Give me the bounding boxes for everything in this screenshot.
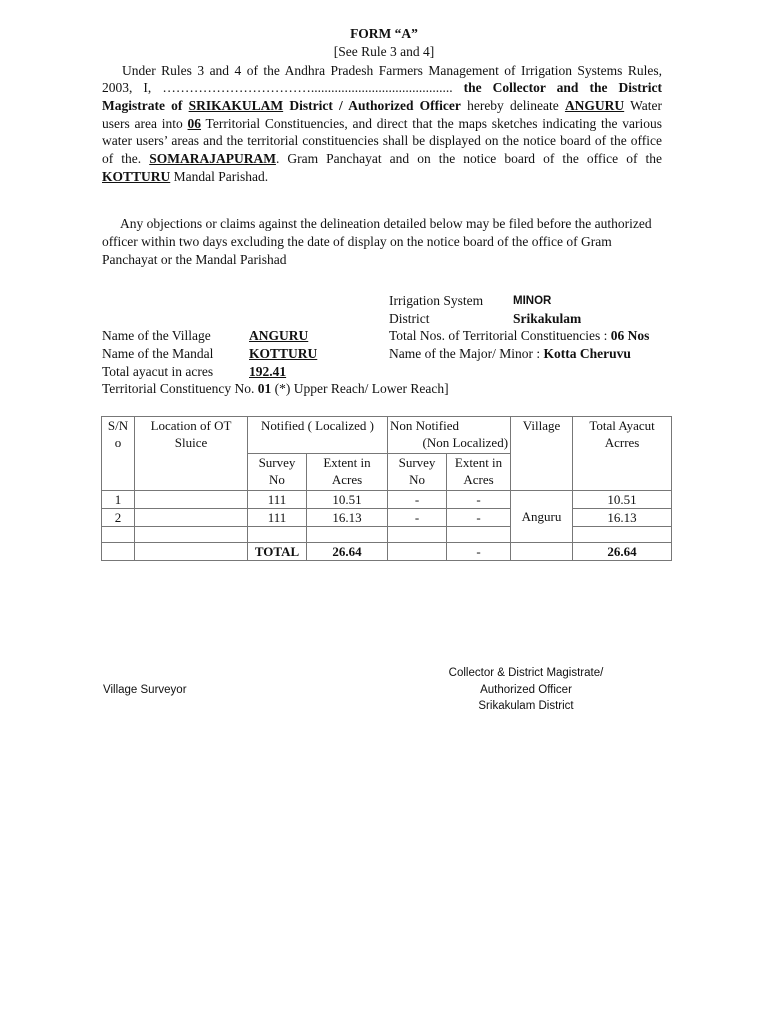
subheader-survey: Survey No: [248, 454, 307, 491]
ayacut-value: 192.41: [249, 364, 287, 379]
header-non-notified-line-1: Non Notified: [390, 418, 459, 433]
intro-line-5: water users’ areas and the territorial constituencies shall be displayed on the notice board of the office: [102, 133, 662, 148]
row-total: 10.51: [573, 491, 672, 509]
collector-signature-line-2: Authorized Officer: [480, 684, 572, 696]
mandal-parishad-text: Mandal Parishad.: [173, 169, 269, 184]
ot-sluice-table: [101, 416, 672, 561]
gram-panchayat-text: . Gram Panchayat and on the notice board of the office of the: [275, 151, 662, 166]
header-non-notified: [388, 417, 511, 454]
collector-name-blank: 2003, I, ……………………………..........................................: [102, 80, 453, 95]
subheader-nn-extent: Extent in Acres: [447, 454, 511, 491]
village-value: ANGURU: [249, 328, 309, 343]
intro-line-7: [102, 169, 662, 187]
table-header-row: [102, 417, 672, 454]
district-label: District: [389, 311, 430, 326]
users-area-text: users area into: [102, 116, 183, 131]
tc-number-label: Territorial Constituency No.: [102, 381, 255, 396]
row-nn-extent: -: [447, 491, 511, 509]
intro-line-1: Under Rules 3 and 4 of the Andhra Pradesh Farmers Management of Irrigation Systems Rules,: [122, 63, 662, 78]
intro-line-6: [102, 151, 662, 169]
row-location: [135, 509, 248, 527]
tc-number-value: 01: [257, 381, 272, 396]
total-label: TOTAL: [248, 543, 307, 561]
row-survey: [248, 527, 307, 543]
collector-signature-line-3: Srikakulam District: [478, 700, 574, 712]
tank-label: Name of the Major/ Minor :: [389, 346, 541, 361]
water-text: Water: [630, 98, 663, 113]
objections-paragraph: Any objections or claims against the delineation detailed below may be filed before the authorized officer within two days excluding the date of display on the notice board of the office of Gram Panchayat or the Mandal Parishad: [102, 216, 652, 267]
total-ayacut: 26.64: [573, 543, 672, 561]
row-extent: 16.13: [307, 509, 388, 527]
header-location: Location of OT Sluice: [135, 417, 248, 491]
total-location: [135, 543, 248, 561]
tc-total-label: Total Nos. of Territorial Constituencies :: [389, 328, 608, 343]
total-sno: [102, 543, 135, 561]
mandal-name: KOTTURU: [102, 169, 171, 184]
row-sno: [102, 527, 135, 543]
row-nn-extent: -: [447, 509, 511, 527]
intro-line-2: [102, 80, 662, 98]
table-row: [102, 527, 672, 543]
tc-total-value: 06 Nos: [610, 328, 650, 343]
collector-title: the Collector and the District: [463, 80, 663, 95]
tc-total-row: [389, 328, 649, 344]
subheader-extent: Extent in Acres: [307, 454, 388, 491]
row-survey: 111: [248, 509, 307, 527]
row-sno: 1: [102, 491, 135, 509]
reach-text: (*) Upper Reach/ Lower Reach]: [274, 381, 449, 396]
table-row: [102, 491, 672, 509]
water-users-area-name: ANGURU: [564, 98, 625, 113]
total-nn-extent: -: [447, 543, 511, 561]
header-village: Village: [511, 417, 573, 491]
subheader-nn-survey: Survey No: [388, 454, 447, 491]
header-non-notified-line-2: (Non Localized): [422, 435, 509, 450]
collector-signature-line-1: Collector & District Magistrate/: [448, 667, 604, 679]
row-location: [135, 527, 248, 543]
territorial-text: Territorial Constituencies, and direct that the maps sketches indicating the various: [205, 116, 662, 131]
row-village: Anguru: [511, 491, 573, 543]
header-notified: Notified ( Localized ): [248, 417, 388, 454]
header-total-ayacut: Total Ayacut Acrres: [573, 417, 672, 491]
of-the-text: of the.: [102, 151, 142, 166]
row-nn-survey: -: [388, 491, 447, 509]
total-nn-survey: [388, 543, 447, 561]
row-extent: [307, 527, 388, 543]
form-subtitle: [See Rule 3 and 4]: [333, 44, 435, 59]
table-total-row: [102, 543, 672, 561]
form-title: FORM “A”: [350, 26, 418, 41]
village-surveyor-signature: Village Surveyor: [103, 684, 187, 696]
tank-value: Kotta Cheruvu: [543, 346, 631, 361]
row-total: [573, 527, 672, 543]
table-row: [102, 509, 672, 527]
mandal-value: KOTTURU: [249, 346, 318, 361]
total-village: [511, 543, 573, 561]
mandal-label: Name of the Mandal: [102, 346, 214, 361]
row-nn-survey: [388, 527, 447, 543]
row-total: 16.13: [573, 509, 672, 527]
village-label: Name of the Village: [102, 328, 211, 343]
district-name: SRIKAKULAM: [188, 98, 284, 113]
row-extent: 10.51: [307, 491, 388, 509]
delineate-text: hereby delineate: [467, 98, 559, 113]
authorized-officer-text: District / Authorized Officer: [289, 98, 461, 113]
tank-row: [389, 346, 631, 362]
irrigation-system-value: MINOR: [513, 295, 552, 307]
total-extent: 26.64: [307, 543, 388, 561]
intro-line-4: [102, 116, 662, 134]
magistrate-of-text: Magistrate of: [102, 98, 183, 113]
district-value: Srikakulam: [513, 311, 582, 326]
row-location: [135, 491, 248, 509]
row-survey: 111: [248, 491, 307, 509]
row-sno: 2: [102, 509, 135, 527]
gram-panchayat-name: SOMARAJAPURAM: [149, 151, 276, 166]
row-nn-extent: [447, 527, 511, 543]
intro-line-3: [102, 98, 662, 116]
tc-number-row: [102, 381, 449, 397]
irrigation-system-label: Irrigation System: [389, 293, 484, 308]
ayacut-label: Total ayacut in acres: [102, 364, 214, 379]
header-sno: S/N o: [102, 417, 135, 491]
row-nn-survey: -: [388, 509, 447, 527]
constituency-count: 06: [187, 116, 202, 131]
